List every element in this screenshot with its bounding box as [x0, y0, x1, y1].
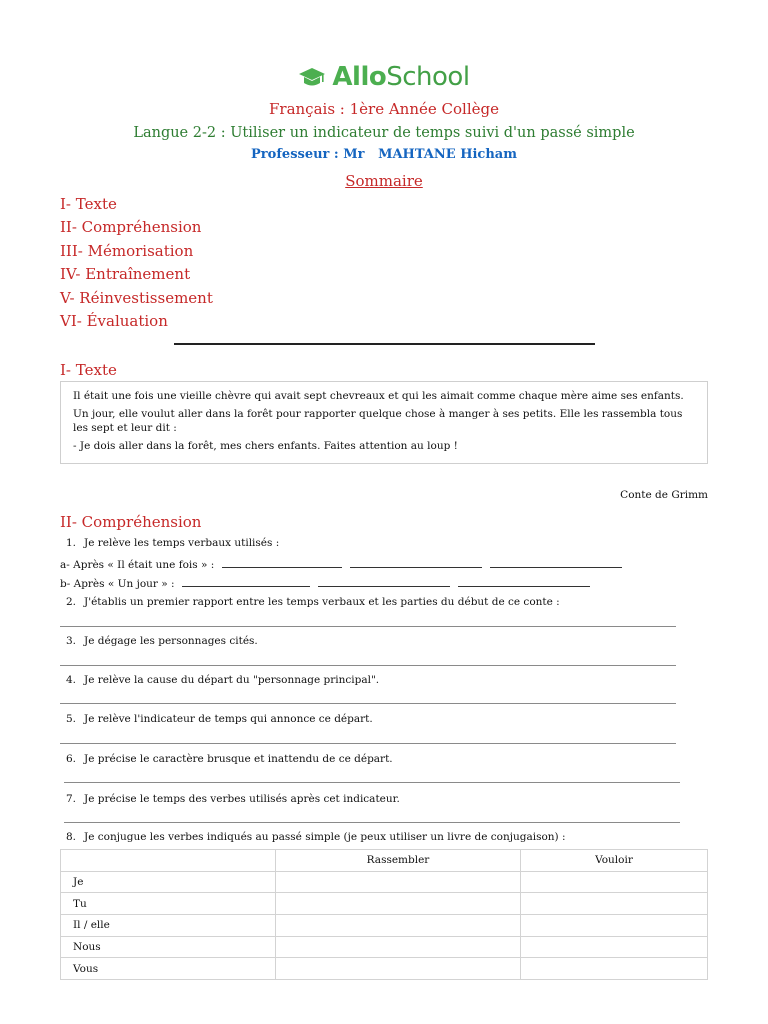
text-paragraph: - Je dois aller dans la forêt, mes chers enfants. Faites attention au loup ! — [73, 440, 458, 452]
question-number: 6. — [66, 753, 77, 765]
table-row — [61, 915, 708, 937]
question-3 — [66, 635, 258, 647]
question-text: Je précise le caractère brusque et inattendu de ce départ. — [84, 753, 393, 765]
question-text: Je relève la cause du départ du "personnage principal". — [84, 674, 380, 686]
answer-line[interactable] — [64, 782, 680, 783]
text-paragraph: Il était une fois une vieille chèvre qui avait sept chevreaux et qui les aimait comme chaque mère aime ses enfants. — [73, 390, 684, 402]
question-number: 5. — [66, 713, 77, 725]
question-8 — [66, 831, 566, 843]
conjugation-table — [60, 849, 708, 980]
answer-cell[interactable] — [521, 893, 708, 915]
answer-cell[interactable] — [521, 958, 708, 980]
answer-blank[interactable] — [222, 558, 342, 568]
question-number: 4. — [66, 674, 77, 686]
question-1 — [66, 537, 279, 549]
logo-text-bold: Allo — [332, 62, 387, 92]
separator-line — [174, 343, 595, 345]
table-header-cell: Vouloir — [521, 850, 708, 872]
toc-item[interactable]: III- Mémorisation — [60, 241, 194, 260]
table-row — [61, 936, 708, 958]
toc-item[interactable]: VI- Évaluation — [60, 311, 168, 330]
question-number: 3. — [66, 635, 77, 647]
answer-line[interactable] — [64, 822, 680, 823]
question-text: Je relève l'indicateur de temps qui annonce ce départ. — [84, 713, 373, 725]
table-row — [61, 871, 708, 893]
answer-label: a- Après « Il était une fois » : — [60, 559, 215, 571]
graduation-cap-icon — [298, 65, 326, 89]
question-text: Je précise le temps des verbes utilisés après cet indicateur. — [84, 793, 400, 805]
section-title-comprehension: II- Compréhension — [60, 513, 202, 531]
question-number: 2. — [66, 596, 77, 608]
toc-item[interactable]: IV- Entraînement — [60, 265, 191, 284]
text-source: Conte de Grimm — [620, 489, 708, 501]
answer-cell[interactable] — [276, 915, 521, 937]
answer-blank[interactable] — [350, 558, 482, 568]
answer-cell[interactable] — [276, 936, 521, 958]
answer-line[interactable] — [60, 665, 676, 666]
teacher-name: Professeur : Mr MAHTANE Hicham — [251, 147, 517, 162]
answer-line[interactable] — [60, 743, 676, 744]
pronoun-cell: Je — [61, 871, 276, 893]
question-text: J'établis un premier rapport entre les temps verbaux et les parties du début de ce conte : — [84, 596, 560, 608]
answer-line[interactable] — [60, 703, 676, 704]
answer-cell[interactable] — [521, 915, 708, 937]
toc-item[interactable]: V- Réinvestissement — [60, 288, 213, 307]
question-text: Je relève les temps verbaux utilisés : — [84, 537, 280, 549]
toc-item[interactable]: II- Compréhension — [60, 218, 202, 237]
answer-cell[interactable] — [276, 893, 521, 915]
answer-line[interactable] — [60, 626, 676, 627]
table-row — [61, 958, 708, 980]
answer-label: b- Après « Un jour » : — [60, 578, 175, 590]
section-title-texte: I- Texte — [60, 361, 117, 379]
toc-item[interactable]: I- Texte — [60, 195, 117, 213]
pronoun-cell: Tu — [61, 893, 276, 915]
logo-text — [332, 62, 469, 92]
table-header-row — [61, 850, 708, 872]
question-5 — [66, 713, 373, 725]
alloschool-logo — [0, 62, 768, 92]
table-row — [61, 893, 708, 915]
lesson-title: Langue 2-2 : Utiliser un indicateur de temps suivi d'un passé simple — [133, 125, 635, 141]
answer-row-a — [60, 558, 630, 571]
text-paragraph: Un jour, elle voulut aller dans la forêt pour rapporter quelque chose à manger à ses petits. Elle les rassembla tous les sept et leur dit : — [73, 408, 683, 434]
answer-row-b — [60, 577, 598, 590]
question-6 — [66, 753, 393, 765]
answer-blank[interactable] — [182, 577, 310, 587]
question-text: Je dégage les personnages cités. — [84, 635, 258, 647]
answer-cell[interactable] — [521, 936, 708, 958]
logo-text-light: School — [386, 62, 470, 92]
pronoun-cell: Vous — [61, 958, 276, 980]
question-text: Je conjugue les verbes indiqués au passé simple (je peux utiliser un livre de conjugaison) : — [84, 831, 566, 843]
table-header-cell — [61, 850, 276, 872]
sommaire-title: Sommaire — [345, 172, 423, 190]
answer-cell[interactable] — [521, 871, 708, 893]
question-2 — [66, 596, 560, 608]
subject-title: Français : 1ère Année Collège — [269, 100, 499, 118]
question-number: 8. — [66, 831, 77, 843]
answer-cell[interactable] — [276, 871, 521, 893]
pronoun-cell: Il / elle — [61, 915, 276, 937]
question-4 — [66, 674, 379, 686]
table-of-contents — [60, 194, 213, 334]
question-7 — [66, 793, 400, 805]
answer-blank[interactable] — [490, 558, 622, 568]
answer-cell[interactable] — [276, 958, 521, 980]
question-number: 1. — [66, 537, 77, 549]
table-header-cell: Rassembler — [276, 850, 521, 872]
pronoun-cell: Nous — [61, 936, 276, 958]
text-box — [60, 381, 708, 464]
answer-blank[interactable] — [318, 577, 450, 587]
question-number: 7. — [66, 793, 77, 805]
answer-blank[interactable] — [458, 577, 590, 587]
